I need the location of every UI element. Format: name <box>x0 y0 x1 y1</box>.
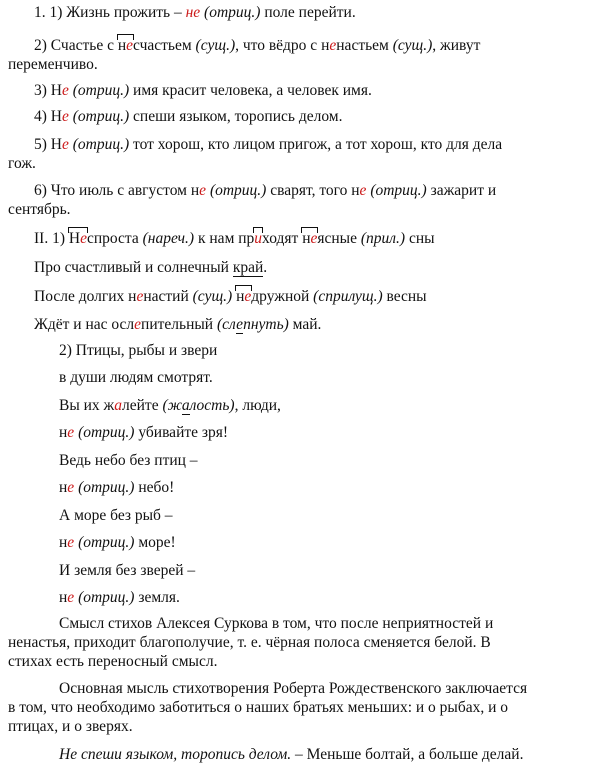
item-1-text: 1. 1) Жизнь прожить – <box>34 4 186 21</box>
poem-1-l2-underlined: край <box>232 259 264 276</box>
final-rest: – Меньше болтай, а больше делай. <box>291 746 524 763</box>
item-4-tag: (отриц.) <box>68 108 130 125</box>
poem-2-l8-e: е <box>67 534 75 551</box>
poem-2-l8-c: море! <box>134 534 176 551</box>
poem-2-l3-a: Вы их ж <box>59 397 115 414</box>
final-line <box>59 745 600 765</box>
poem-1-l1-a: II. 1) <box>34 230 69 247</box>
poem-1-line-3 <box>34 287 600 307</box>
poem-2-l5: Ведь небо без птиц – <box>59 452 198 469</box>
paragraph-1-line-1 <box>59 614 600 634</box>
poem-1-l3-d: настий <box>143 288 193 305</box>
poem-2-l3-tag <box>162 397 234 415</box>
poem-2-l4-tag: (отриц.) <box>74 424 135 441</box>
paragraph-1-line-2 <box>8 633 600 653</box>
poem-1-l3-tag-1: (сущ.) <box>192 288 233 305</box>
poem-2-l3-c: лейте <box>122 397 163 414</box>
poem-1-l1-i-end: сны <box>405 230 435 247</box>
poem-2-l3-tag-a: (ж <box>162 397 182 414</box>
poem-2-line-7 <box>59 506 600 526</box>
paragraph-2-line-1 <box>59 679 600 699</box>
item-5-e: е <box>61 136 69 153</box>
item-2-n2: н <box>321 37 330 54</box>
poem-1-l1-d: к нам пр <box>194 230 255 247</box>
item-6-e2: е <box>359 182 367 199</box>
poem-2-l4-c: убивайте зря! <box>134 424 229 441</box>
paragraph-2-line-2 <box>8 698 600 718</box>
poem-2-l9: И земля без зверей – <box>59 562 196 579</box>
poem-2-l8-n: н <box>59 534 68 551</box>
poem-1-l3-n: н <box>128 288 137 305</box>
item-1-line <box>34 3 600 23</box>
poem-1-l1-e2: е <box>310 230 318 247</box>
poem-2-line-1 <box>59 341 600 361</box>
item-6-e1: е <box>199 182 207 199</box>
poem-1-line-4 <box>34 315 600 335</box>
poem-1-l1-c: спроста <box>86 230 143 247</box>
item-2-text-f: настьем <box>336 37 393 54</box>
item-2-text-d: , что вёдро с <box>235 37 322 54</box>
poem-1-l1-n2: н <box>302 230 311 247</box>
item-5-rest: тот хорош, кто лицом пригож, а тот хорош, кто для дела <box>129 136 503 153</box>
poem-1-l4-tag-a: (сл <box>216 316 237 333</box>
poem-2-l4-n: н <box>59 424 68 441</box>
poem-2-l1: 2) Птицы, рыбы и звери <box>59 342 218 359</box>
poem-2-l6-e: е <box>67 479 75 496</box>
poem-2-line-8 <box>59 533 600 553</box>
poem-2-l3-d: , люди, <box>234 397 281 414</box>
poem-1-l3-h: весны <box>382 288 427 305</box>
item-6-line-2 <box>8 200 600 220</box>
poem-2-line-9 <box>59 561 600 581</box>
paragraph-1-l2: ненастья, приходит благополучие, т. е. чёрная полоса сменяется белой. В <box>8 634 491 651</box>
poem-1-l1-tag-2: (прил.) <box>360 230 406 247</box>
poem-1-l1-e: е <box>80 230 87 247</box>
item-4-rest: спеши языком, торопись делом. <box>129 108 343 125</box>
poem-1-l4-tag-e: е <box>236 316 244 333</box>
poem-1-l4-tag <box>217 316 289 334</box>
item-2-line-1 <box>34 36 600 56</box>
item-5-text-a: 5) Н <box>34 136 62 153</box>
poem-1-prefix-mark-3 <box>302 229 317 249</box>
item-2-text-g: , живут <box>432 37 481 54</box>
poem-2-l10-tag: (отриц.) <box>74 589 135 606</box>
item-6-text-f: сентябрь. <box>8 201 71 218</box>
item-3-text-a: 3) Н <box>34 82 62 99</box>
poem-2-l6-n: н <box>59 479 68 496</box>
item-2-text-a: 2) Счастье с <box>34 37 118 54</box>
poem-1-l3-g: дружной <box>251 288 314 305</box>
poem-1-l1-n: Н <box>68 230 81 247</box>
final-quote: Не спеши языком, торопись делом. <box>59 746 292 763</box>
poem-1-l3-e2: е <box>244 288 252 305</box>
poem-1-l1-tag-1: (нареч.) <box>142 230 195 247</box>
poem-1-l3-e: е <box>136 288 144 305</box>
poem-2-l2: в души людям смотрят. <box>59 369 213 386</box>
poem-2-l4-e: е <box>67 424 75 441</box>
item-2-e1: е <box>126 37 134 54</box>
item-2-text-h: переменчиво. <box>8 56 98 73</box>
poem-2-l6-tag: (отриц.) <box>74 479 135 496</box>
poem-2-line-5 <box>59 451 600 471</box>
item-5-line-1 <box>34 135 600 155</box>
paragraph-2-l1: Основная мысль стихотворения Роберта Рождественского заключается <box>59 680 528 697</box>
item-5-line-2 <box>8 154 600 174</box>
poem-2-l6-c: небо! <box>134 479 175 496</box>
poem-2-l10-c: земля. <box>134 589 180 606</box>
paragraph-2-l3: птицах, и о зверях. <box>8 718 133 735</box>
item-6-line-1 <box>34 181 600 201</box>
poem-1-l3-a: После долгих <box>34 288 129 305</box>
poem-2-line-6 <box>59 478 600 498</box>
poem-2-l8-tag: (отриц.) <box>74 534 135 551</box>
poem-2-l3-tag-c: лость) <box>189 397 235 414</box>
poem-2-l7: А море без рыб – <box>59 507 173 524</box>
poem-2-l3-vowel: а <box>114 397 123 414</box>
item-1-ne: не <box>185 4 201 21</box>
item-6-text-e: зажарит и <box>426 182 497 199</box>
poem-2-line-10 <box>59 588 600 608</box>
poem-1-l4-c: пительный <box>141 316 217 333</box>
item-4-line <box>34 107 600 127</box>
poem-1-l1-f: ходят <box>262 230 303 247</box>
poem-1-l2-c: . <box>263 259 268 276</box>
poem-1-l4-e: е <box>134 316 142 333</box>
item-2-tag-1: (сущ.) <box>195 37 236 54</box>
paragraph-2-line-3 <box>8 717 600 737</box>
item-2-n1: н <box>117 37 127 54</box>
poem-1-line-2 <box>34 258 600 278</box>
poem-1-l2-a: Про счастливый и солнечный <box>34 259 233 276</box>
item-2-line-2 <box>8 55 600 75</box>
item-3-rest: имя красит человека, а человек имя. <box>129 82 372 99</box>
poem-1-l3-n2: н <box>236 288 245 305</box>
poem-1-l3-tag-2: (сприлущ.) <box>313 288 383 305</box>
poem-1-prefix-mark-2 <box>254 229 262 249</box>
item-2-prefix-mark-1 <box>118 36 133 56</box>
poem-2-line-3 <box>59 396 600 416</box>
item-6-tag-1: (отриц.) <box>206 182 267 199</box>
poem-2-line-4 <box>59 423 600 443</box>
item-4-text-a: 4) Н <box>34 108 62 125</box>
item-2-e2: е <box>329 37 337 54</box>
item-3-e: е <box>61 82 69 99</box>
item-3-tag: (отриц.) <box>68 82 130 99</box>
item-3-line <box>34 81 600 101</box>
item-5-tag: (отриц.) <box>68 136 130 153</box>
item-4-e: е <box>61 108 69 125</box>
poem-2-line-2 <box>59 368 600 388</box>
poem-2-l10-n: н <box>59 589 68 606</box>
paragraph-1-line-3 <box>8 652 600 672</box>
poem-2-l10-e: е <box>67 589 75 606</box>
paragraph-2-l2: в том, что необходимо заботиться о наших братьях меньших: и о рыбах, и о <box>8 699 509 716</box>
poem-1-l1-h: ясные <box>317 230 361 247</box>
paragraph-1-l3: стихах есть переносный смысл. <box>8 653 218 670</box>
item-1-tag: (отриц.) <box>204 4 261 21</box>
poem-1-line-1 <box>34 229 600 249</box>
poem-1-l4-tag-c: пнуть) <box>243 316 289 333</box>
paragraph-1-l1: Смысл стихов Алексея Суркова в том, что после неприятностей и <box>59 615 494 632</box>
poem-1-l1-i: и <box>254 230 263 247</box>
item-2-tag-2: (сущ.) <box>392 37 433 54</box>
poem-1-prefix-mark-1 <box>69 229 87 249</box>
item-6-text-c: сварят, того н <box>266 182 360 199</box>
item-6-tag-2: (отриц.) <box>366 182 427 199</box>
item-1-rest: поле перейти. <box>260 4 356 21</box>
poem-2-l3-tag-vowel: а <box>181 397 190 414</box>
item-5-text-d: гож. <box>8 155 36 172</box>
poem-1-l4-a: Ждёт и нас осл <box>34 316 135 333</box>
poem-1-l4-d: май. <box>288 316 322 333</box>
item-6-text-a: 6) Что июль с августом н <box>34 182 200 199</box>
poem-1-prefix-mark-4 <box>236 287 251 307</box>
item-2-text-c: счастьем <box>133 37 196 54</box>
